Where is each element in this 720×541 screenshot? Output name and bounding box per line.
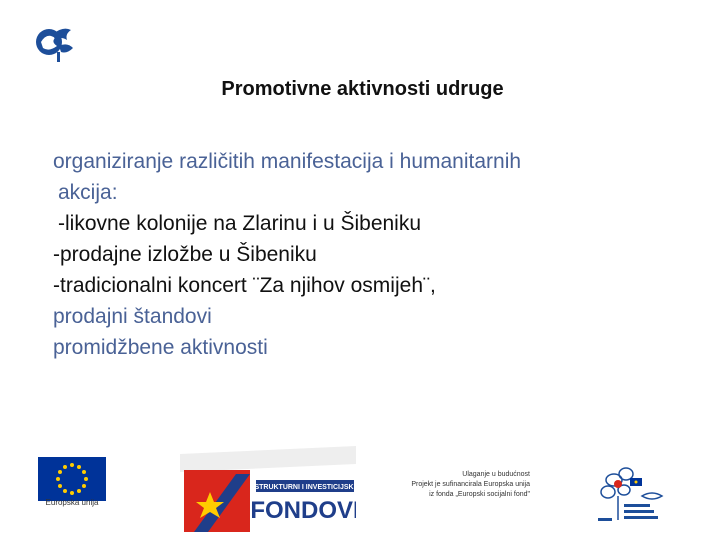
eu-label: Europska unija: [45, 498, 99, 507]
fondovi-title: FONDOVI: [250, 497, 356, 524]
body-line: -prodajne izložbe u Šibeniku: [53, 243, 317, 266]
body-line: akcija:: [58, 181, 118, 204]
funding-line: iz fonda „Europski socijalni fond": [429, 491, 530, 498]
slide-title: Promotivne aktivnosti udruge: [221, 78, 504, 100]
body-line: -tradicionalni koncert ¨Za njihov osmijeh¨,: [53, 274, 436, 297]
eu-flag-icon: [38, 457, 106, 501]
structural-funds-logo: [180, 444, 356, 536]
funding-note: [360, 470, 530, 500]
body-line: promidžbene aktivnosti: [53, 336, 268, 359]
footer-logos: [0, 442, 720, 540]
fondovi-subtitle: STRUKTURNI I INVESTICIJSKI: [254, 484, 356, 491]
body-line: organiziranje različitih manifestacija i humanitarnih: [53, 150, 522, 173]
funding-line: Ulaganje u budućnost: [462, 471, 530, 478]
body-line: -likovne kolonije na Zlarinu i u Šibeniku: [58, 212, 422, 235]
association-logo-icon: [33, 24, 77, 64]
flower-association-logo-icon: [596, 466, 674, 526]
body-line: prodajni štandovi: [53, 305, 212, 328]
slide-body: [53, 146, 693, 363]
funding-line: Projekt je sufinancirala Europska unija: [411, 481, 530, 488]
